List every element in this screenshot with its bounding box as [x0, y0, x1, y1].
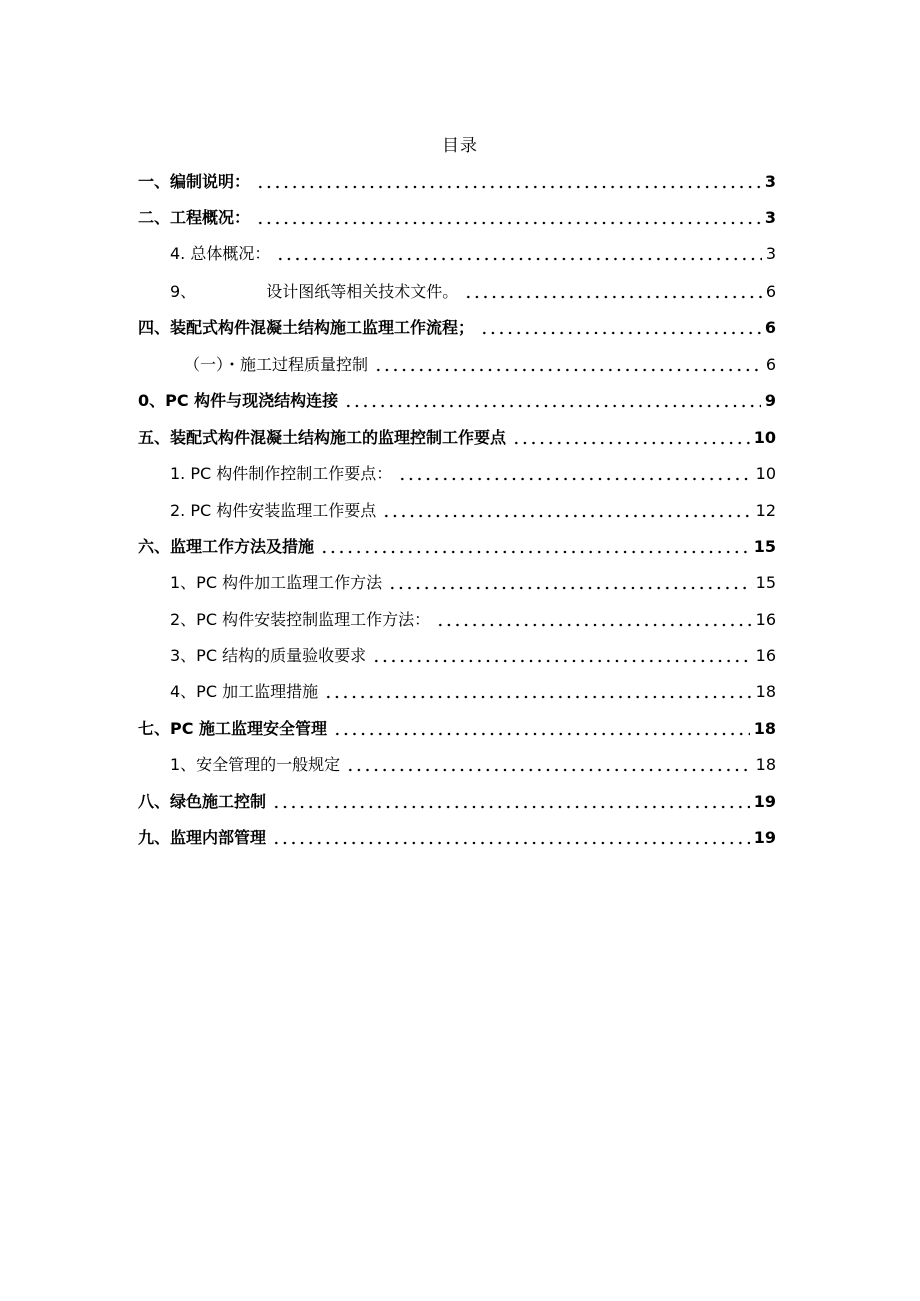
toc-entry-label: 4. 总体概况： [170, 244, 271, 263]
toc-page-number: 3 [764, 172, 776, 191]
toc-page-number: 16 [755, 610, 776, 629]
toc-page-number: 18 [753, 719, 776, 738]
toc-page-number: 15 [753, 537, 776, 556]
toc-leader-dots [344, 404, 761, 408]
toc-entry[interactable] [138, 533, 776, 559]
toc-entry-label: 2、PC 构件安装控制监理工作方法： [170, 610, 431, 629]
toc-entry[interactable] [138, 788, 776, 814]
toc-entry-label [170, 280, 458, 304]
toc-title: 目录 [442, 136, 478, 156]
toc-leader-dots [388, 586, 752, 590]
toc-entry-text: 设计图纸等相关技术文件。 [266, 282, 459, 301]
toc-entry[interactable] [138, 168, 776, 194]
toc-page-number: 15 [755, 573, 776, 592]
toc-entry[interactable] [170, 497, 776, 523]
toc-entry[interactable] [170, 678, 776, 704]
toc-entry-label: 四、装配式构件混凝土结构施工监理工作流程； [138, 318, 475, 337]
toc-entry[interactable] [170, 606, 776, 632]
toc-entry-label: 七、PC 施工监理安全管理 [138, 719, 328, 738]
toc-entry[interactable] [138, 824, 776, 850]
toc-entry[interactable] [184, 351, 776, 377]
toc-entry[interactable] [138, 314, 776, 340]
toc-page-number: 6 [765, 355, 776, 374]
toc-leader-dots [372, 659, 752, 663]
toc-entry-label: 4、PC 加工监理措施 [170, 682, 319, 701]
toc-entry-label: 1. PC 构件制作控制工作要点： [170, 464, 393, 483]
toc-leader-dots [272, 805, 750, 809]
toc-entry-label: 六、监理工作方法及措施 [138, 537, 315, 556]
toc-entry-label: 二、工程概况： [138, 208, 251, 227]
toc-leader-dots [480, 331, 761, 335]
toc-leader-dots [276, 257, 761, 261]
toc-entry-label: 0、PC 构件与现浇结构连接 [138, 391, 339, 410]
toc-page-number: 18 [755, 755, 776, 774]
toc-leader-dots [512, 441, 750, 445]
toc-leader-dots [464, 295, 762, 299]
toc-page-number: 19 [753, 792, 776, 811]
toc-leader-dots [346, 768, 751, 772]
toc-entry[interactable] [138, 424, 776, 450]
toc-page-number: 10 [753, 428, 776, 447]
toc-leader-dots [320, 550, 750, 554]
toc-entry[interactable] [138, 387, 776, 413]
toc-entry[interactable] [170, 278, 776, 304]
toc-leader-dots [272, 841, 750, 845]
toc-entry[interactable] [170, 569, 776, 595]
toc-entry-label: 1、安全管理的一般规定 [170, 755, 341, 774]
toc-leader-dots [436, 623, 752, 627]
toc-page-number: 6 [765, 282, 776, 301]
toc-leader-dots [256, 221, 761, 225]
toc-entry[interactable] [138, 204, 776, 230]
toc-leader-dots [324, 695, 752, 699]
toc-entry-label: 1、PC 构件加工监理工作方法 [170, 573, 383, 592]
toc-page-number: 10 [755, 464, 776, 483]
toc-leader-dots [398, 477, 751, 481]
toc-entry[interactable] [170, 460, 776, 486]
toc-page-number: 16 [755, 646, 776, 665]
toc-leader-dots [256, 185, 761, 189]
toc-entry-label: 3、PC 结构的质量验收要求 [170, 646, 367, 665]
toc-leader-dots [374, 368, 762, 372]
toc-entry[interactable] [170, 642, 776, 668]
toc-entry[interactable] [170, 240, 776, 266]
toc-page-number: 3 [764, 208, 776, 227]
toc-entry-label: 2. PC 构件安装监理工作要点 [170, 501, 377, 520]
toc-entry-number: 9、 [170, 282, 197, 301]
toc-entry[interactable] [170, 751, 776, 777]
toc-leader-dots [382, 514, 751, 518]
toc-entry-label: 五、装配式构件混凝土结构施工的监理控制工作要点 [138, 428, 507, 447]
toc-page-number: 18 [755, 682, 776, 701]
toc-page-number: 19 [753, 828, 776, 847]
toc-page-number: 9 [764, 391, 776, 410]
toc-entry[interactable] [138, 715, 776, 741]
toc-page-number: 6 [764, 318, 776, 337]
toc-page-number: 3 [765, 244, 776, 263]
toc-leader-dots [333, 732, 750, 736]
toc-entry-label: 八、绿色施工控制 [138, 792, 267, 811]
toc-page-number: 12 [755, 501, 776, 520]
toc-entry-label: （一）・施工过程质量控制 [184, 355, 369, 374]
toc-entry-label: 一、编制说明： [138, 172, 251, 191]
toc-entry-label: 九、监理内部管理 [138, 828, 267, 847]
